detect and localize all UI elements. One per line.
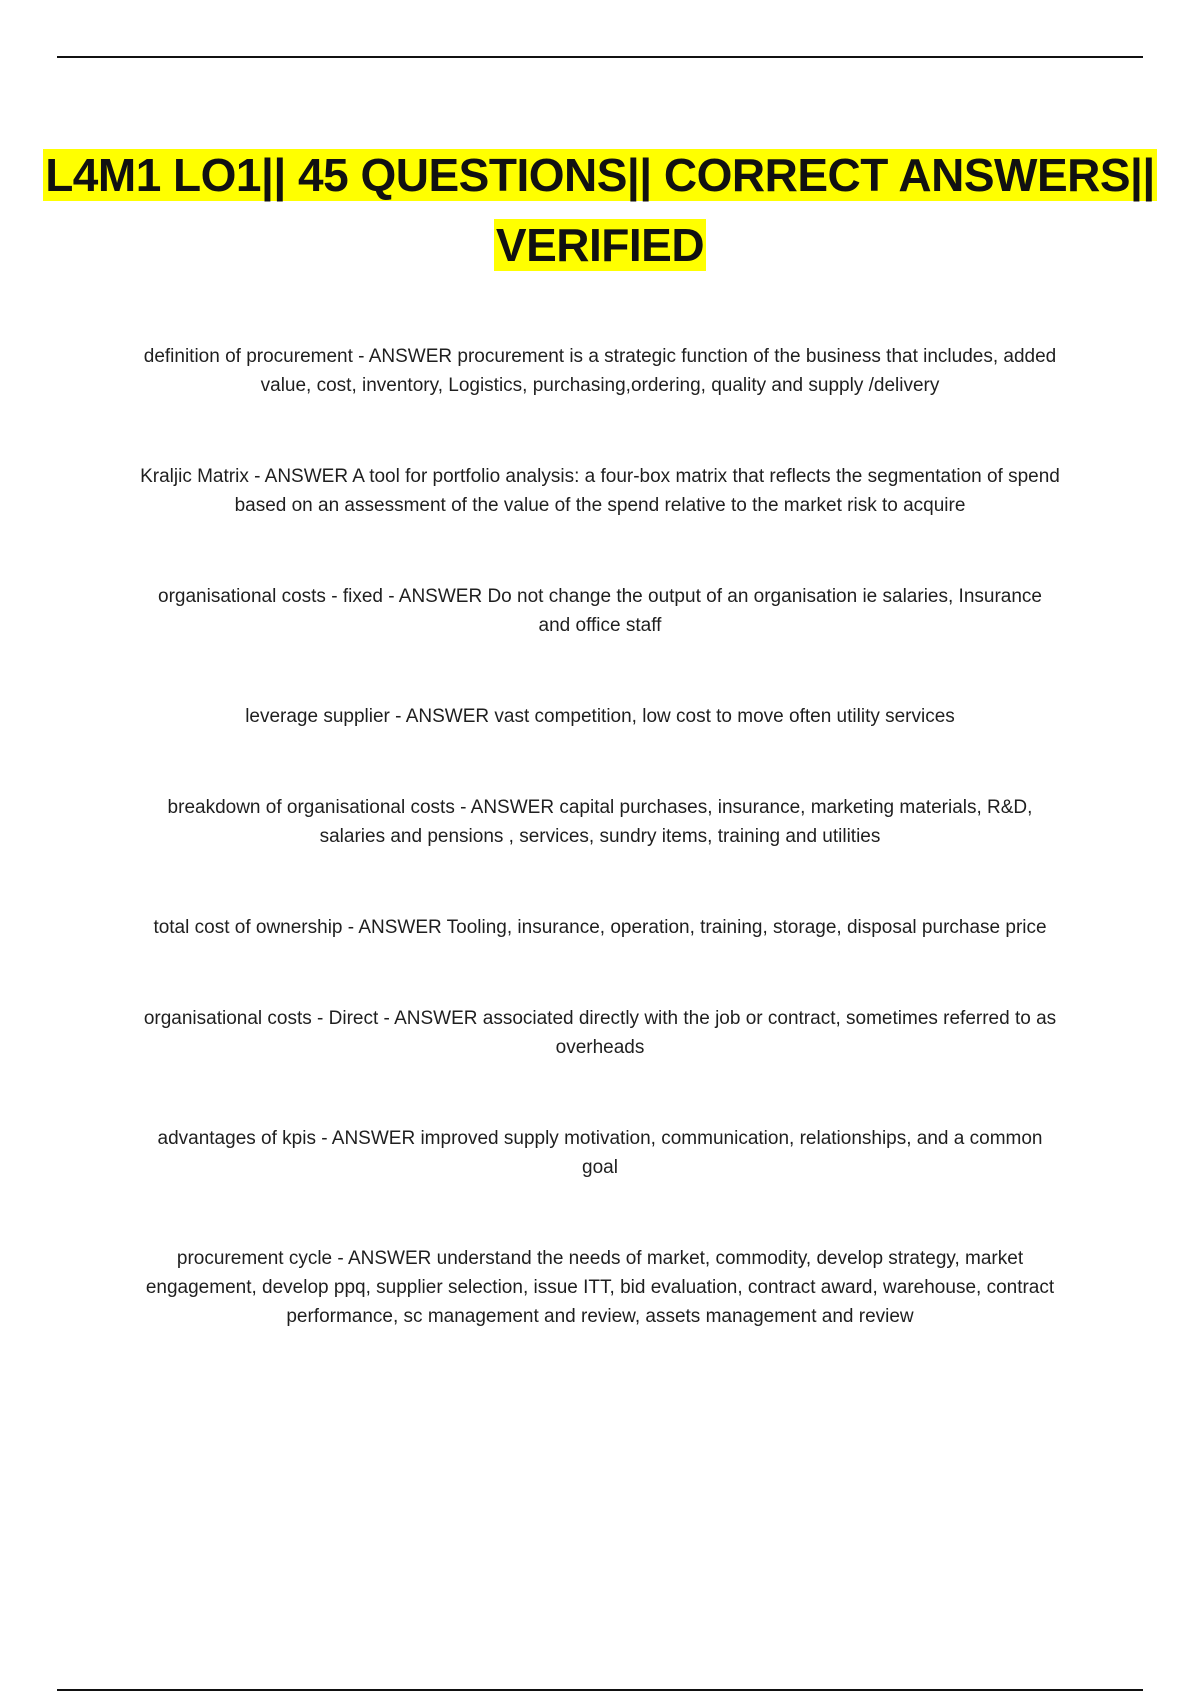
qa-entry: procurement cycle - ANSWER understand the needs of market, commodity, develop strategy, market engagement, develop ppq, supplier selection, issue ITT, bid evaluation, contract award, warehouse, contract performance, sc management and review, assets management and review bbox=[145, 1248, 1055, 1327]
qa-entry: organisational costs - fixed - ANSWER Do not change the output of an organisation ie salaries, Insurance and office staff bbox=[158, 586, 1042, 636]
title-block bbox=[0, 140, 1200, 280]
qa-entry: advantages of kpis - ANSWER improved supply motivation, communication, relationships, and a common goal bbox=[157, 1128, 1043, 1178]
qa-entry: Kraljic Matrix - ANSWER A tool for portfolio analysis: a four-box matrix that reflects the segmentation of spend based on an assessment of the value of the spend relative to the market risk to acquire bbox=[140, 466, 1060, 516]
qa-entry: breakdown of organisational costs - ANSWER capital purchases, insurance, marketing materials, R&D, salaries and pensions , services, sundry items, training and utilities bbox=[167, 797, 1033, 847]
qa-entry: organisational costs - Direct - ANSWER associated directly with the job or contract, sometimes referred to as overheads bbox=[143, 1008, 1057, 1058]
footer-rule bbox=[57, 1689, 1143, 1691]
document-title: L4M1 LO1|| 45 QUESTIONS|| CORRECT ANSWERS|| VERIFIED bbox=[45, 149, 1155, 271]
qa-list bbox=[140, 342, 1060, 1393]
qa-entry: definition of procurement - ANSWER procurement is a strategic function of the business that includes, added value, cost, inventory, Logistics, purchasing,ordering, quality and supply /delivery bbox=[143, 346, 1057, 396]
qa-entry: leverage supplier - ANSWER vast competition, low cost to move often utility services bbox=[245, 706, 955, 727]
qa-entry: total cost of ownership - ANSWER Tooling, insurance, operation, training, storage, disposal purchase price bbox=[153, 917, 1047, 938]
header-rule bbox=[57, 56, 1143, 58]
